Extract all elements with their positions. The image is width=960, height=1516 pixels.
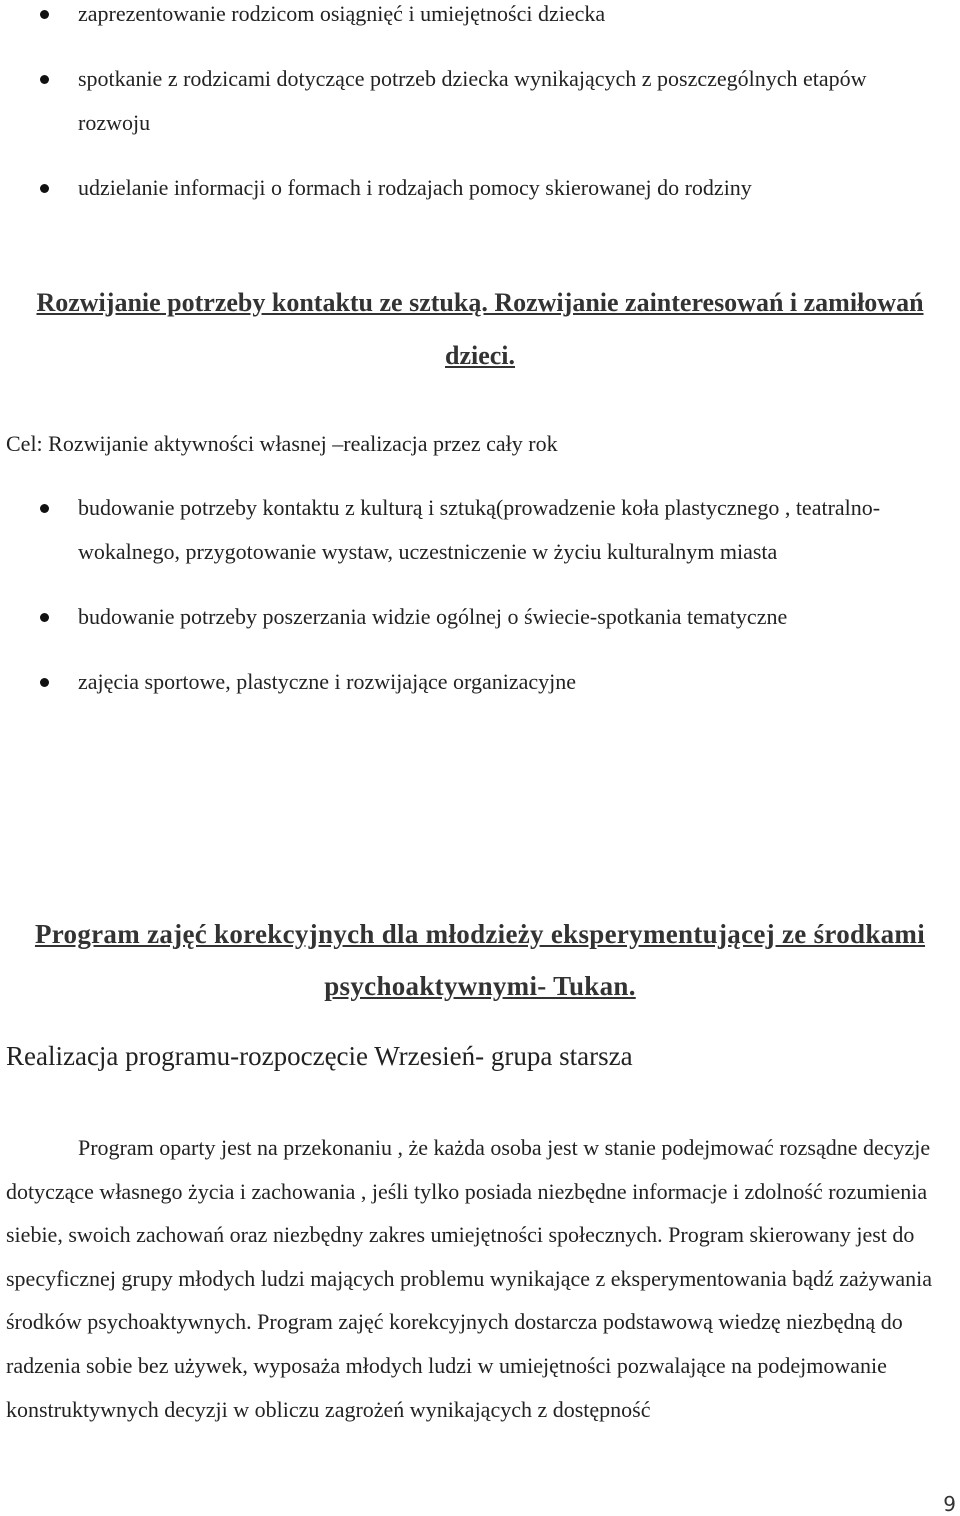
bullet-icon [40, 504, 49, 513]
section-heading-program: Program zajęć korekcyjnych dla młodzieży eksperymentującej ze środkami psychoaktywnymi- Tukan. [34, 919, 926, 1001]
bullet-list-parents [0, 0, 930, 231]
list-item [0, 660, 930, 704]
list-item-text: zajęcia sportowe, plastyczne i rozwijające organizacyjne [78, 669, 577, 694]
list-item [0, 0, 930, 36]
bullet-icon [40, 184, 49, 193]
list-item-text: udzielanie informacji o formach i rodzajach pomocy skierowanej do rodziny [78, 175, 752, 200]
list-item [0, 166, 930, 210]
list-item-text: spotkanie z rodzicami dotyczące potrzeb dziecka wynikających z poszczególnych etapów rozwoju [78, 66, 867, 135]
program-description-paragraph: Program oparty jest na przekonaniu , że każda osoba jest w stanie podejmować rozsądne decyzje dotyczące własnego życia i zachowania , jeśli tylko posiada niezbędne informacje i zdolność rozumienia siebie, swoich zachowań oraz niezbędny zakres umiejętności społecznych. Program skierowany jest do specyficznej grupy młodych ludzi mających problemu wynikające z eksperymentowania bądź zażywania środków psychoaktywnych. Program zajęć korekcyjnych dostarcza podstawową wiedzę niezbędną do radzenia sobie bez używek, wyposaża młodych ludzi w umiejętności pozwalające na podejmowanie konstruktywnych decyzji w obliczu zagrożeń wynikających z dostępność [6, 1135, 933, 1422]
bullet-icon [40, 613, 49, 622]
list-item [0, 486, 930, 574]
list-item [0, 57, 930, 145]
list-item-text: zaprezentowanie rodzicom osiągnięć i umiejętności dziecka [78, 1, 606, 26]
list-item [0, 595, 930, 639]
goal-line: Cel: Rozwijanie aktywności własnej –realizacja przez cały rok [6, 431, 558, 456]
list-item-text: budowanie potrzeby poszerzania widzie ogólnej o świecie-spotkania tematyczne [78, 604, 788, 629]
section-heading-art: Rozwijanie potrzeby kontaktu ze sztuką. Rozwijanie zainteresowań i zamiłowań dzieci. [36, 288, 924, 370]
bullet-list-activities [0, 486, 930, 725]
page-number: 9 [943, 1492, 956, 1516]
bullet-icon [40, 10, 49, 19]
list-item-text: budowanie potrzeby kontaktu z kulturą i sztuką(prowadzenie koła plastycznego , teatralno- wokalnego, przygotowanie wystaw, uczestniczenie w życiu kulturalnym miasta [78, 495, 881, 564]
program-start-line: Realizacja programu-rozpoczęcie Wrzesień- grupa starsza [6, 1041, 633, 1071]
bullet-icon [40, 678, 49, 687]
bullet-icon [40, 75, 49, 84]
